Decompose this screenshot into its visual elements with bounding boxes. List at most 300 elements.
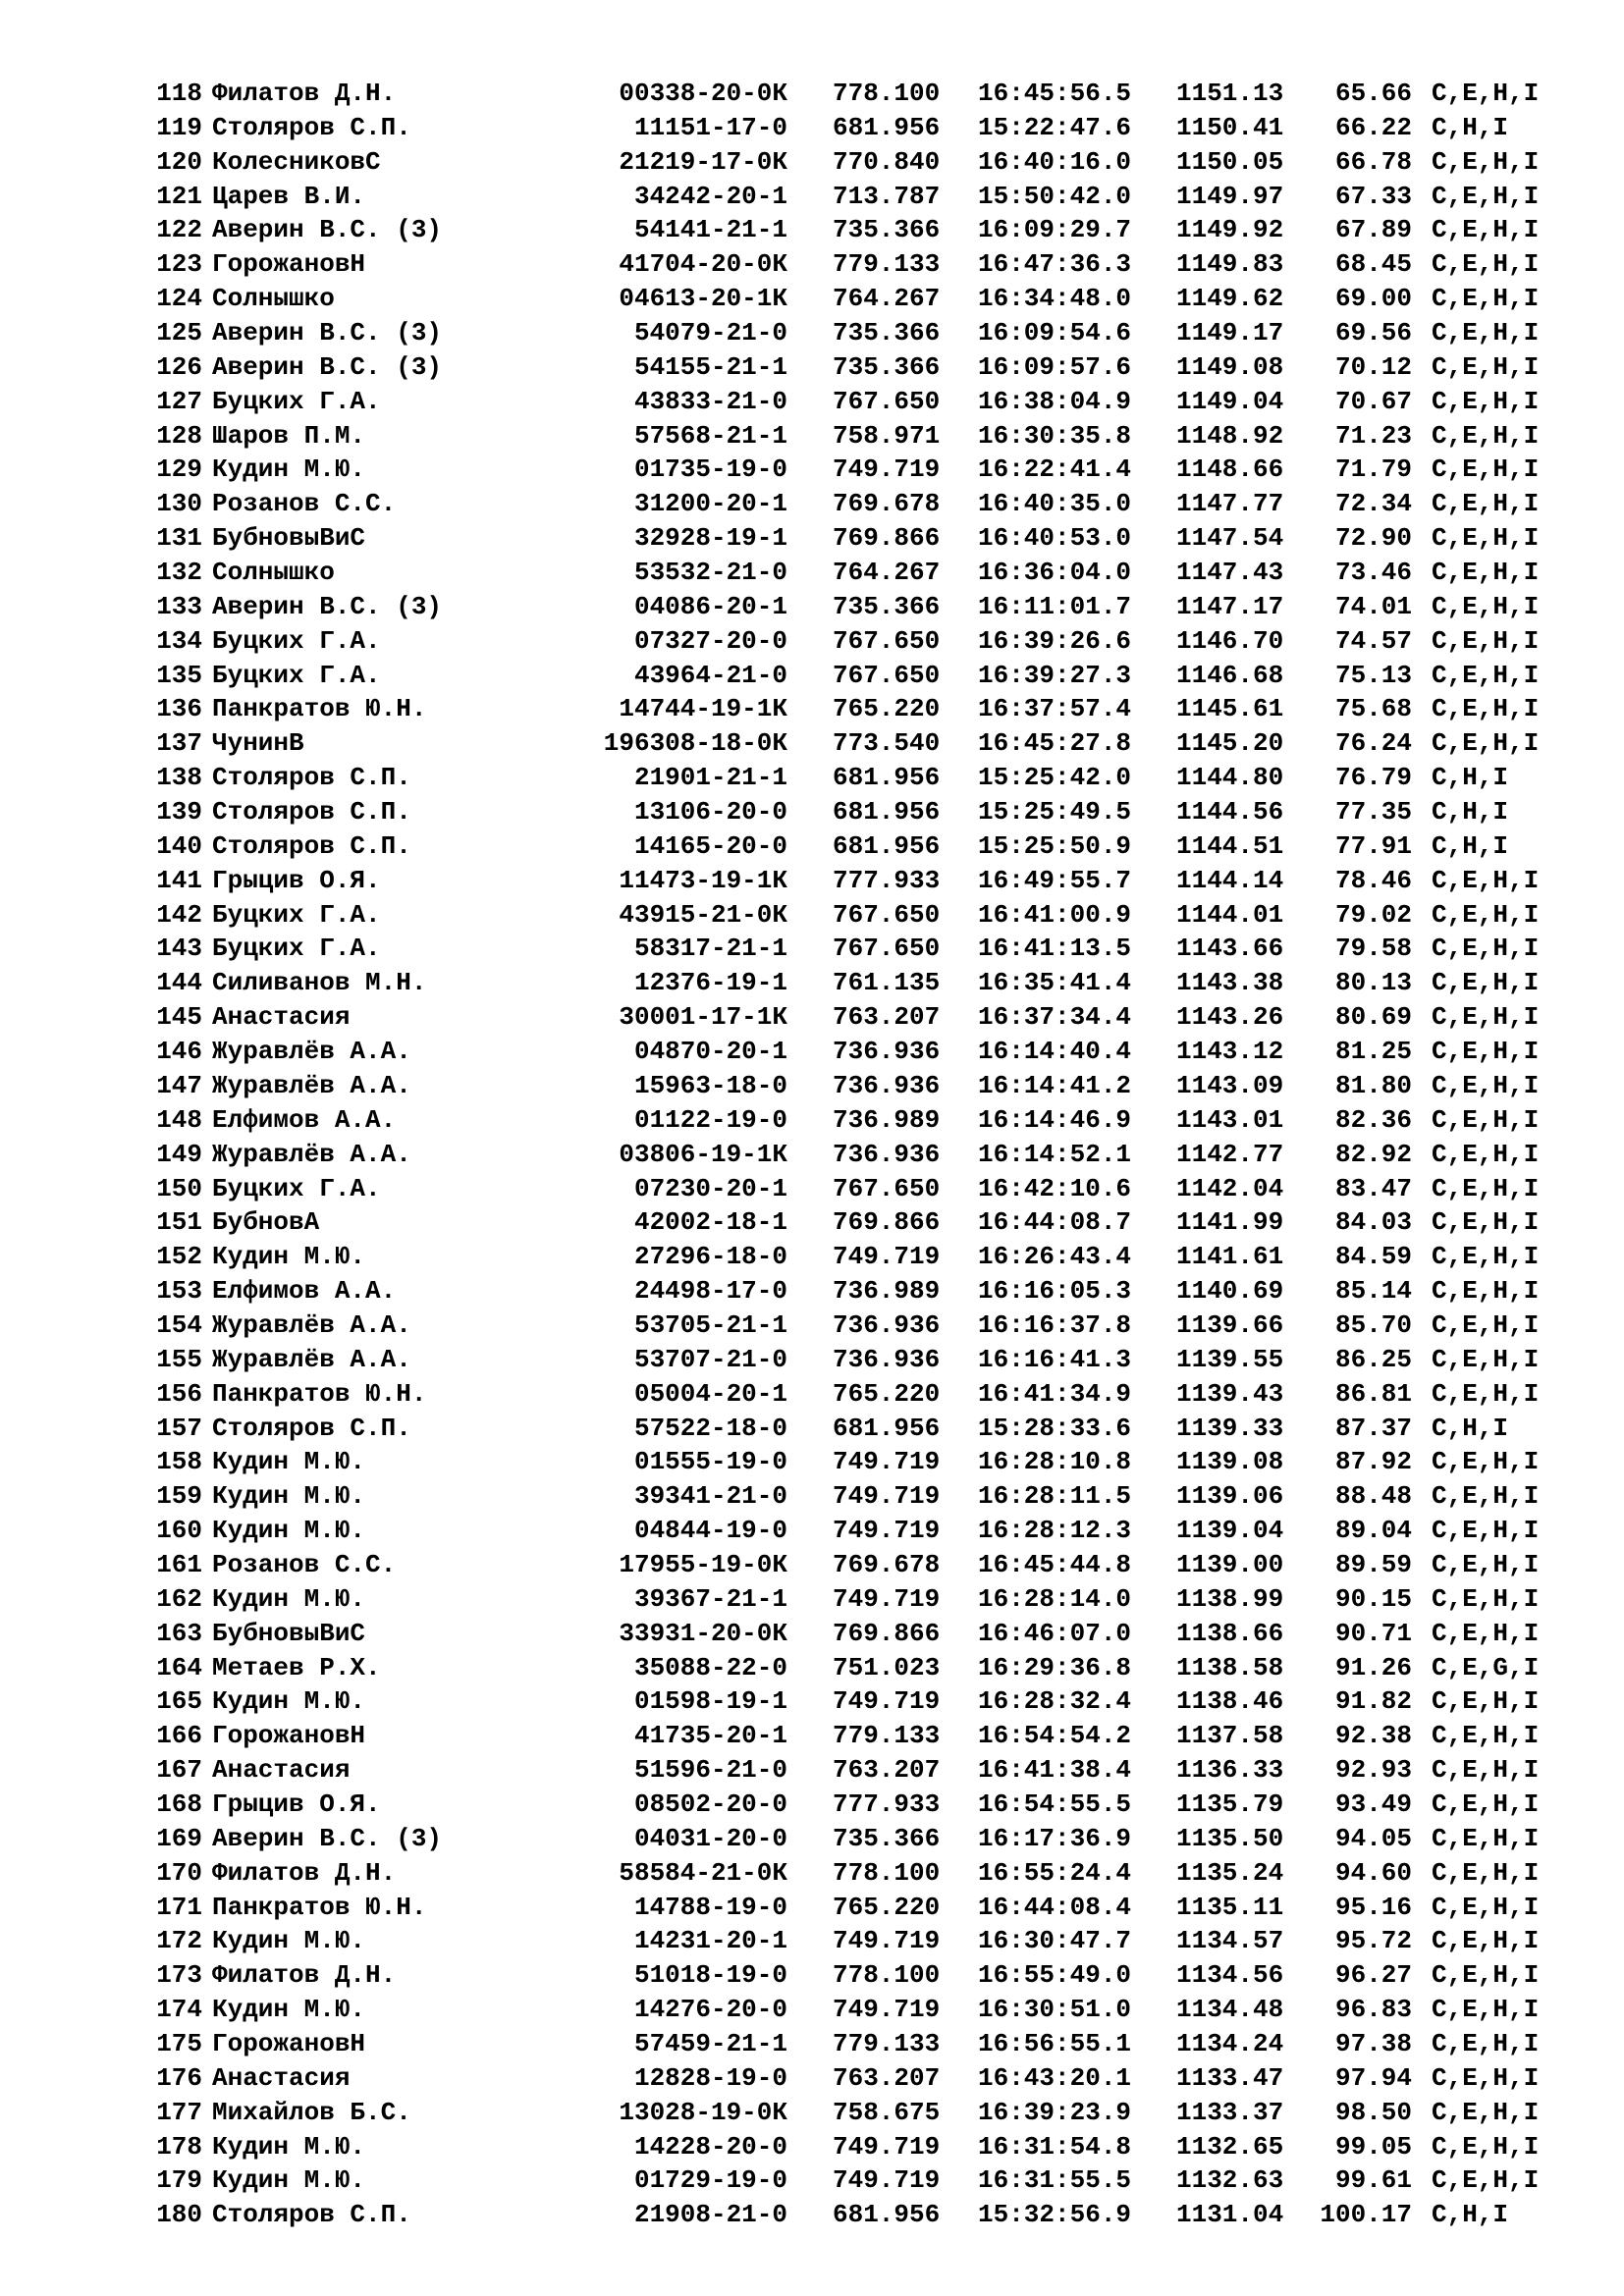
fancier-name-cell: Столяров С.П.	[212, 797, 411, 828]
fancier-name-cell: Кудин М.Ю.	[212, 1481, 366, 1512]
flags-cell: C,E,H,I	[1432, 1378, 1540, 1409]
ring-number-cell: 11473-19-1К	[619, 865, 787, 895]
distance-cell: 749.719	[833, 1995, 941, 2025]
speed-cell: 1139.06	[1176, 1481, 1284, 1512]
ring-number-cell: 14744-19-1К	[619, 694, 787, 724]
coefficient-cell: 94.60	[1334, 1857, 1412, 1888]
distance-cell: 777.933	[833, 865, 941, 895]
distance-cell: 736.936	[833, 1070, 941, 1100]
flags-cell: C,E,H,I	[1432, 1207, 1540, 1238]
distance-cell: 681.956	[833, 112, 941, 142]
table-row	[0, 1617, 1624, 1651]
speed-cell: 1149.62	[1176, 284, 1284, 314]
table-row	[0, 692, 1624, 726]
ring-number-cell: 58584-21-0К	[619, 1857, 787, 1888]
arrival-time-cell: 15:50:42.0	[978, 181, 1132, 211]
flags-cell: C,E,H,I	[1432, 625, 1540, 656]
arrival-time-cell: 16:34:48.0	[978, 284, 1132, 314]
coefficient-cell: 66.78	[1334, 146, 1412, 177]
ring-number-cell: 43833-21-0	[633, 386, 787, 416]
distance-cell: 778.100	[833, 1960, 941, 1991]
flags-cell: C,E,H,I	[1432, 181, 1540, 211]
arrival-time-cell: 16:14:46.9	[978, 1104, 1132, 1135]
fancier-name-cell: Филатов Д.Н.	[212, 79, 397, 108]
fancier-name-cell: Царев В.И.	[212, 181, 366, 211]
speed-cell: 1131.04	[1176, 2200, 1284, 2230]
coefficient-cell: 66.22	[1334, 112, 1412, 142]
coefficient-cell: 84.59	[1334, 1242, 1412, 1272]
flags-cell: C,E,H,I	[1432, 1857, 1540, 1888]
speed-cell: 1137.58	[1176, 1721, 1284, 1751]
arrival-time-cell: 16:26:43.4	[978, 1242, 1132, 1272]
arrival-time-cell: 15:32:56.9	[978, 2200, 1132, 2230]
table-row	[0, 1514, 1624, 1548]
flags-cell: C,E,H,I	[1432, 284, 1540, 314]
arrival-time-cell: 16:54:55.5	[978, 1789, 1132, 1819]
distance-cell: 764.267	[833, 284, 941, 314]
flags-cell: C,E,H,I	[1432, 146, 1540, 177]
distance-cell: 779.133	[833, 249, 941, 280]
speed-cell: 1143.66	[1176, 934, 1284, 964]
fancier-name-cell: Грыцив О.Я.	[212, 865, 381, 895]
speed-cell: 1140.69	[1176, 1276, 1284, 1307]
fancier-name-cell: Михайлов Б.С.	[212, 2097, 411, 2127]
flags-cell: C,E,H,I	[1432, 2165, 1540, 2196]
place-cell: 146	[156, 1037, 202, 1067]
speed-cell: 1132.65	[1176, 2131, 1284, 2162]
arrival-time-cell: 16:31:54.8	[978, 2131, 1132, 2162]
coefficient-cell: 99.61	[1334, 2165, 1412, 2196]
place-cell: 132	[156, 558, 202, 588]
distance-cell: 767.650	[833, 625, 941, 656]
ring-number-cell: 04870-20-1	[633, 1037, 787, 1067]
ring-number-cell: 53707-21-0	[633, 1344, 787, 1374]
speed-cell: 1144.01	[1176, 899, 1284, 930]
arrival-time-cell: 16:42:10.6	[978, 1173, 1132, 1203]
table-row	[0, 1753, 1624, 1788]
ring-number-cell: 14165-20-0	[633, 830, 787, 861]
arrival-time-cell: 16:54:54.2	[978, 1721, 1132, 1751]
distance-cell: 763.207	[833, 1755, 941, 1786]
fancier-name-cell: Аверин В.С. (3)	[212, 1823, 443, 1853]
fancier-name-cell: Буцких Г.А.	[212, 660, 381, 690]
coefficient-cell: 96.27	[1334, 1960, 1412, 1991]
table-row	[0, 180, 1624, 214]
arrival-time-cell: 16:41:34.9	[978, 1378, 1132, 1409]
ring-number-cell: 14788-19-0	[633, 1892, 787, 1922]
flags-cell: C,E,H,I	[1432, 420, 1540, 451]
ring-number-cell: 58317-21-1	[633, 934, 787, 964]
arrival-time-cell: 16:39:26.6	[978, 625, 1132, 656]
distance-cell: 749.719	[833, 1481, 941, 1512]
place-cell: 135	[156, 660, 202, 690]
speed-cell: 1150.41	[1176, 112, 1284, 142]
arrival-time-cell: 16:28:10.8	[978, 1447, 1132, 1477]
flags-cell: C,E,H,I	[1432, 1960, 1540, 1991]
distance-cell: 749.719	[833, 1926, 941, 1956]
arrival-time-cell: 16:45:27.8	[978, 728, 1132, 759]
table-row	[0, 213, 1624, 247]
speed-cell: 1143.09	[1176, 1070, 1284, 1100]
speed-cell: 1149.04	[1176, 386, 1284, 416]
coefficient-cell: 79.02	[1334, 899, 1412, 930]
place-cell: 155	[156, 1344, 202, 1374]
place-cell: 159	[156, 1481, 202, 1512]
place-cell: 130	[156, 489, 202, 519]
ring-number-cell: 07327-20-0	[633, 625, 787, 656]
place-cell: 154	[156, 1309, 202, 1340]
fancier-name-cell: Елфимов А.А.	[212, 1104, 397, 1135]
fancier-name-cell: Панкратов Ю.Н.	[212, 1892, 427, 1922]
arrival-time-cell: 16:45:56.5	[978, 79, 1132, 108]
arrival-time-cell: 16:38:04.9	[978, 386, 1132, 416]
coefficient-cell: 82.36	[1334, 1104, 1412, 1135]
distance-cell: 736.936	[833, 1139, 941, 1169]
arrival-time-cell: 16:39:23.9	[978, 2097, 1132, 2127]
ring-number-cell: 21901-21-1	[633, 763, 787, 793]
table-row	[0, 487, 1624, 521]
fancier-name-cell: Грыцив О.Я.	[212, 1789, 381, 1819]
place-cell: 156	[156, 1378, 202, 1409]
flags-cell: C,E,H,I	[1432, 865, 1540, 895]
speed-cell: 1144.14	[1176, 865, 1284, 895]
distance-cell: 735.366	[833, 318, 941, 348]
place-cell: 176	[156, 2062, 202, 2093]
fancier-name-cell: ГорожановН	[212, 2028, 366, 2058]
distance-cell: 765.220	[833, 694, 941, 724]
table-row	[0, 2130, 1624, 2164]
speed-cell: 1144.51	[1176, 830, 1284, 861]
arrival-time-cell: 16:56:55.1	[978, 2028, 1132, 2058]
distance-cell: 736.936	[833, 1344, 941, 1374]
fancier-name-cell: Кудин М.Ю.	[212, 454, 366, 485]
coefficient-cell: 93.49	[1334, 1789, 1412, 1819]
distance-cell: 779.133	[833, 2028, 941, 2058]
distance-cell: 735.366	[833, 591, 941, 621]
coefficient-cell: 97.38	[1334, 2028, 1412, 2058]
coefficient-cell: 68.45	[1334, 249, 1412, 280]
place-cell: 150	[156, 1173, 202, 1203]
fancier-name-cell: Журавлёв А.А.	[212, 1037, 411, 1067]
flags-cell: C,E,H,I	[1432, 1823, 1540, 1853]
distance-cell: 770.840	[833, 146, 941, 177]
coefficient-cell: 88.48	[1334, 1481, 1412, 1512]
table-row	[0, 1924, 1624, 1958]
table-row	[0, 761, 1624, 795]
place-cell: 134	[156, 625, 202, 656]
speed-cell: 1132.63	[1176, 2165, 1284, 2196]
distance-cell: 735.366	[833, 1823, 941, 1853]
coefficient-cell: 81.80	[1334, 1070, 1412, 1100]
distance-cell: 767.650	[833, 660, 941, 690]
ring-number-cell: 39341-21-0	[633, 1481, 787, 1512]
arrival-time-cell: 16:16:05.3	[978, 1276, 1132, 1307]
ring-number-cell: 03806-19-1К	[619, 1139, 787, 1169]
ring-number-cell: 12376-19-1	[633, 968, 787, 998]
distance-cell: 749.719	[833, 2131, 941, 2162]
ring-number-cell: 41735-20-1	[633, 1721, 787, 1751]
speed-cell: 1143.38	[1176, 968, 1284, 998]
coefficient-cell: 87.92	[1334, 1447, 1412, 1477]
speed-cell: 1135.24	[1176, 1857, 1284, 1888]
arrival-time-cell: 16:47:36.3	[978, 249, 1132, 280]
table-row	[0, 1103, 1624, 1138]
coefficient-cell: 74.01	[1334, 591, 1412, 621]
place-cell: 142	[156, 899, 202, 930]
place-cell: 141	[156, 865, 202, 895]
distance-cell: 769.678	[833, 489, 941, 519]
ring-number-cell: 42002-18-1	[633, 1207, 787, 1238]
flags-cell: C,E,H,I	[1432, 2028, 1540, 2058]
flags-cell: C,E,H,I	[1432, 1104, 1540, 1135]
fancier-name-cell: Кудин М.Ю.	[212, 1686, 366, 1717]
distance-cell: 749.719	[833, 2165, 941, 2196]
ring-number-cell: 01122-19-0	[633, 1104, 787, 1135]
flags-cell: C,E,H,I	[1432, 1173, 1540, 1203]
ring-number-cell: 01735-19-0	[633, 454, 787, 485]
place-cell: 121	[156, 181, 202, 211]
place-cell: 128	[156, 420, 202, 451]
coefficient-cell: 74.57	[1334, 625, 1412, 656]
speed-cell: 1134.57	[1176, 1926, 1284, 1956]
flags-cell: C,E,H,I	[1432, 591, 1540, 621]
coefficient-cell: 96.83	[1334, 1995, 1412, 2025]
distance-cell: 681.956	[833, 797, 941, 828]
table-row	[0, 1035, 1624, 1069]
flags-cell: C,E,H,I	[1432, 249, 1540, 280]
ring-number-cell: 14231-20-1	[633, 1926, 787, 1956]
fancier-name-cell: Аверин В.С. (3)	[212, 591, 443, 621]
table-row	[0, 2163, 1624, 2198]
ring-number-cell: 57459-21-1	[633, 2028, 787, 2058]
table-row	[0, 1240, 1624, 1274]
flags-cell: C,E,H,I	[1432, 1721, 1540, 1751]
fancier-name-cell: Кудин М.Ю.	[212, 2165, 366, 2196]
speed-cell: 1138.58	[1176, 1652, 1284, 1682]
ring-number-cell: 53532-21-0	[633, 558, 787, 588]
fancier-name-cell: Кудин М.Ю.	[212, 1447, 366, 1477]
arrival-time-cell: 16:37:57.4	[978, 694, 1132, 724]
arrival-time-cell: 16:16:37.8	[978, 1309, 1132, 1340]
coefficient-cell: 95.16	[1334, 1892, 1412, 1922]
table-row	[0, 590, 1624, 624]
ring-number-cell: 27296-18-0	[633, 1242, 787, 1272]
fancier-name-cell: Розанов С.С.	[212, 489, 397, 519]
table-row	[0, 1548, 1624, 1582]
fancier-name-cell: БубновыВиС	[212, 523, 366, 554]
coefficient-cell: 69.00	[1334, 284, 1412, 314]
coefficient-cell: 87.37	[1334, 1413, 1412, 1443]
fancier-name-cell: Буцких Г.А.	[212, 386, 381, 416]
ring-number-cell: 39367-21-1	[633, 1583, 787, 1614]
coefficient-cell: 92.38	[1334, 1721, 1412, 1751]
table-row	[0, 385, 1624, 419]
flags-cell: C,E,H,I	[1432, 523, 1540, 554]
table-row	[0, 932, 1624, 966]
table-row	[0, 1069, 1624, 1103]
flags-cell: C,H,I	[1432, 1413, 1509, 1443]
place-cell: 151	[156, 1207, 202, 1238]
ring-number-cell: 04086-20-1	[633, 591, 787, 621]
place-cell: 129	[156, 454, 202, 485]
table-row	[0, 1856, 1624, 1891]
ring-number-cell: 57522-18-0	[633, 1413, 787, 1443]
place-cell: 177	[156, 2097, 202, 2127]
ring-number-cell: 12828-19-0	[633, 2062, 787, 2093]
table-row	[0, 247, 1624, 282]
speed-cell: 1147.17	[1176, 591, 1284, 621]
table-row	[0, 2027, 1624, 2061]
coefficient-cell: 71.23	[1334, 420, 1412, 451]
coefficient-cell: 80.69	[1334, 1002, 1412, 1033]
arrival-time-cell: 16:49:55.7	[978, 865, 1132, 895]
table-row	[0, 2198, 1624, 2232]
flags-cell: C,E,H,I	[1432, 1139, 1540, 1169]
table-row	[0, 2096, 1624, 2130]
coefficient-cell: 84.03	[1334, 1207, 1412, 1238]
table-row	[0, 145, 1624, 180]
flags-cell: C,E,H,I	[1432, 1926, 1540, 1956]
arrival-time-cell: 16:41:13.5	[978, 934, 1132, 964]
place-cell: 123	[156, 249, 202, 280]
flags-cell: C,H,I	[1432, 797, 1509, 828]
flags-cell: C,E,H,I	[1432, 968, 1540, 998]
coefficient-cell: 90.71	[1334, 1618, 1412, 1648]
distance-cell: 769.866	[833, 1618, 941, 1648]
table-row	[0, 521, 1624, 556]
results-table	[0, 77, 1624, 2232]
flags-cell: C,E,H,I	[1432, 454, 1540, 485]
arrival-time-cell: 16:09:29.7	[978, 215, 1132, 245]
table-row	[0, 1719, 1624, 1753]
fancier-name-cell: Столяров С.П.	[212, 112, 411, 142]
coefficient-cell: 85.14	[1334, 1276, 1412, 1307]
distance-cell: 749.719	[833, 1242, 941, 1272]
table-row	[0, 1958, 1624, 1993]
flags-cell: C,E,H,I	[1432, 2062, 1540, 2093]
distance-cell: 736.936	[833, 1309, 941, 1340]
fancier-name-cell: Елфимов А.А.	[212, 1276, 397, 1307]
speed-cell: 1146.70	[1176, 625, 1284, 656]
table-row	[0, 1445, 1624, 1479]
place-cell: 153	[156, 1276, 202, 1307]
speed-cell: 1136.33	[1176, 1755, 1284, 1786]
distance-cell: 758.971	[833, 420, 941, 451]
flags-cell: C,E,H,I	[1432, 1447, 1540, 1477]
place-cell: 136	[156, 694, 202, 724]
coefficient-cell: 100.17	[1320, 2200, 1412, 2230]
speed-cell: 1139.04	[1176, 1516, 1284, 1546]
fancier-name-cell: Журавлёв А.А.	[212, 1344, 411, 1374]
coefficient-cell: 89.59	[1334, 1549, 1412, 1579]
ring-number-cell: 17955-19-0К	[619, 1549, 787, 1579]
distance-cell: 765.220	[833, 1892, 941, 1922]
arrival-time-cell: 16:37:34.4	[978, 1002, 1132, 1033]
flags-cell: C,E,H,I	[1432, 1276, 1540, 1307]
ring-number-cell: 24498-17-0	[633, 1276, 787, 1307]
speed-cell: 1149.17	[1176, 318, 1284, 348]
ring-number-cell: 35088-22-0	[633, 1652, 787, 1682]
arrival-time-cell: 15:22:47.6	[978, 112, 1132, 142]
place-cell: 163	[156, 1618, 202, 1648]
distance-cell: 751.023	[833, 1652, 941, 1682]
fancier-name-cell: Кудин М.Ю.	[212, 1995, 366, 2025]
table-row	[0, 1274, 1624, 1308]
coefficient-cell: 75.68	[1334, 694, 1412, 724]
flags-cell: C,E,H,I	[1432, 2097, 1540, 2127]
speed-cell: 1134.56	[1176, 1960, 1284, 1991]
distance-cell: 749.719	[833, 1583, 941, 1614]
distance-cell: 777.933	[833, 1789, 941, 1819]
fancier-name-cell: ЧунинВ	[212, 728, 304, 759]
arrival-time-cell: 16:55:24.4	[978, 1857, 1132, 1888]
fancier-name-cell: ГорожановН	[212, 249, 366, 280]
speed-cell: 1133.47	[1176, 2062, 1284, 2093]
table-row	[0, 1651, 1624, 1685]
table-row	[0, 111, 1624, 145]
table-row	[0, 1308, 1624, 1343]
distance-cell: 761.135	[833, 968, 941, 998]
fancier-name-cell: Столяров С.П.	[212, 763, 411, 793]
ring-number-cell: 08502-20-0	[633, 1789, 787, 1819]
arrival-time-cell: 16:28:32.4	[978, 1686, 1132, 1717]
table-row	[0, 898, 1624, 933]
ring-number-cell: 54155-21-1	[633, 351, 787, 382]
place-cell: 137	[156, 728, 202, 759]
distance-cell: 749.719	[833, 1447, 941, 1477]
speed-cell: 1141.61	[1176, 1242, 1284, 1272]
arrival-time-cell: 16:09:57.6	[978, 351, 1132, 382]
place-cell: 152	[156, 1242, 202, 1272]
flags-cell: C,E,H,I	[1432, 1481, 1540, 1512]
flags-cell: C,E,H,I	[1432, 660, 1540, 690]
coefficient-cell: 86.25	[1334, 1344, 1412, 1374]
distance-cell: 736.936	[833, 1037, 941, 1067]
arrival-time-cell: 16:35:41.4	[978, 968, 1132, 998]
speed-cell: 1139.08	[1176, 1447, 1284, 1477]
flags-cell: C,E,H,I	[1432, 1686, 1540, 1717]
fancier-name-cell: Журавлёв А.А.	[212, 1309, 411, 1340]
place-cell: 160	[156, 1516, 202, 1546]
flags-cell: C,H,I	[1432, 2200, 1509, 2230]
place-cell: 157	[156, 1413, 202, 1443]
arrival-time-cell: 16:36:04.0	[978, 558, 1132, 588]
table-row	[0, 624, 1624, 659]
speed-cell: 1135.11	[1176, 1892, 1284, 1922]
distance-cell: 767.650	[833, 934, 941, 964]
ring-number-cell: 15963-18-0	[633, 1070, 787, 1100]
flags-cell: C,E,H,I	[1432, 1037, 1540, 1067]
arrival-time-cell: 15:25:49.5	[978, 797, 1132, 828]
coefficient-cell: 78.46	[1334, 865, 1412, 895]
speed-cell: 1142.77	[1176, 1139, 1284, 1169]
ring-number-cell: 01729-19-0	[633, 2165, 787, 2196]
arrival-time-cell: 16:28:11.5	[978, 1481, 1132, 1512]
table-row	[0, 864, 1624, 898]
ring-number-cell: 04613-20-1К	[619, 284, 787, 314]
coefficient-cell: 71.79	[1334, 454, 1412, 485]
place-cell: 170	[156, 1857, 202, 1888]
flags-cell: C,E,H,I	[1432, 79, 1540, 108]
ring-number-cell: 31200-20-1	[633, 489, 787, 519]
coefficient-cell: 69.56	[1334, 318, 1412, 348]
distance-cell: 769.866	[833, 523, 941, 554]
coefficient-cell: 81.25	[1334, 1037, 1412, 1067]
arrival-time-cell: 16:22:41.4	[978, 454, 1132, 485]
arrival-time-cell: 16:17:36.9	[978, 1823, 1132, 1853]
distance-cell: 778.100	[833, 79, 941, 108]
arrival-time-cell: 16:29:36.8	[978, 1652, 1132, 1682]
